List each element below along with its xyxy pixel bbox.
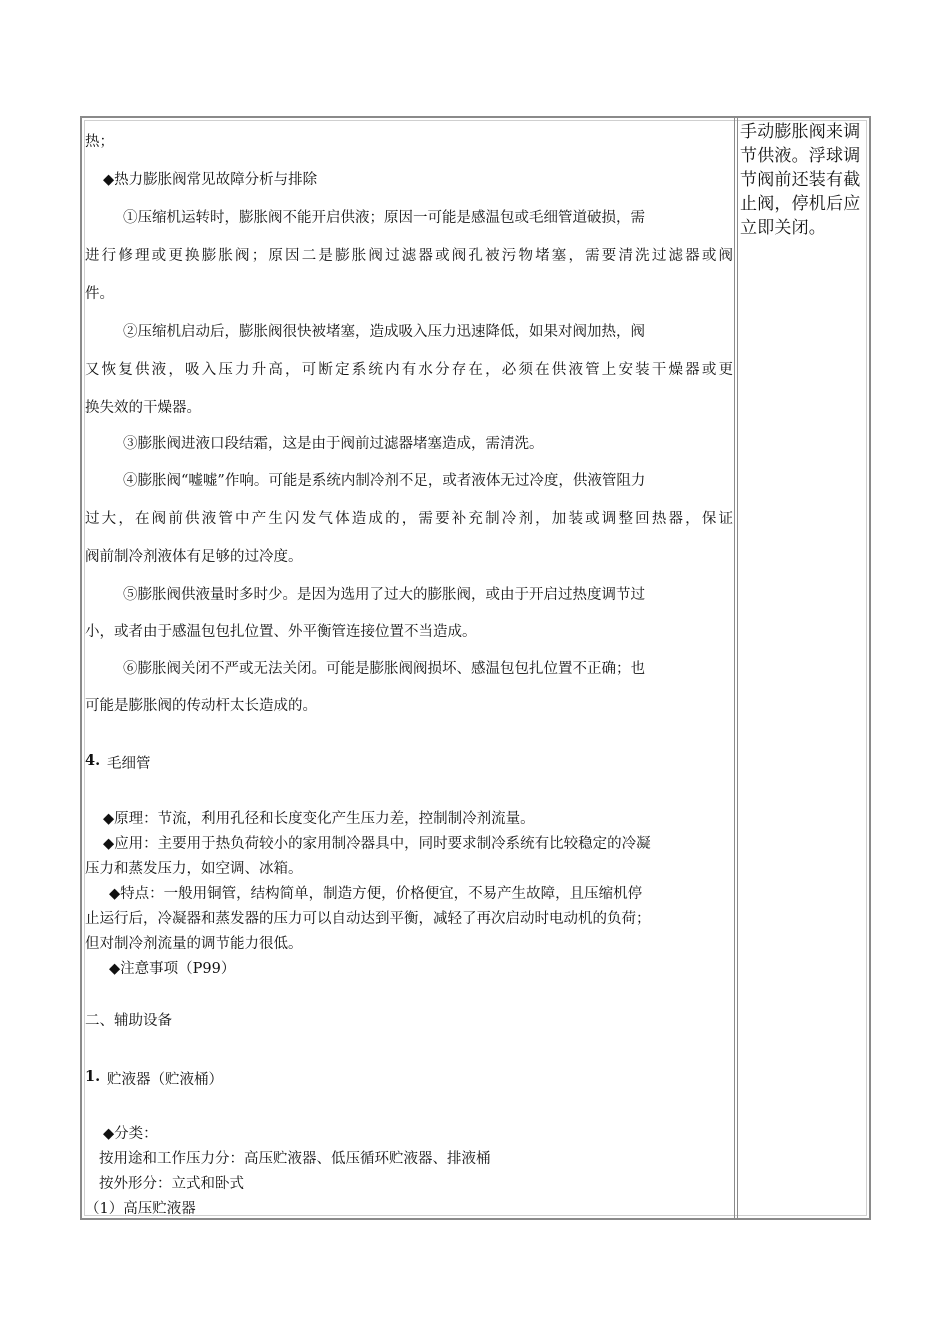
text-line: ①压缩机运转时，膨胀阀不能开启供液；原因一可能是感温包或毛细管道破损，需	[123, 210, 645, 226]
text-line: 件。	[85, 286, 114, 302]
text-line: ②压缩机启动后，膨胀阀很快被堵塞，造成吸入压力迅速降低，如果对阀加热，阀	[123, 324, 645, 340]
text-line: ◆分类：	[103, 1126, 158, 1142]
text-line: 进行修理或更换膨胀阀；原因二是膨胀阀过滤器或阀孔被污物堵塞，需要清洗过滤器或阀	[85, 248, 733, 264]
text-line: 阀前制冷剂液体有足够的过冷度。	[85, 549, 303, 565]
side-note: 手动膨胀阀来调节供液。浮球调节阀前还装有截止阀，停机后应立即关闭。	[740, 122, 861, 238]
text-line: 过大，在阀前供液管中产生闪发气体造成的，需要补充制冷剂，加装或调整回热器，保证	[85, 511, 733, 527]
text-line: 但对制冷剂流量的调节能力很低。	[85, 936, 303, 952]
text-line: 按用途和工作压力分：高压贮液器、低压循环贮液器、排液桶	[99, 1151, 491, 1167]
text-line: 换失效的干燥器。	[85, 400, 201, 416]
side-cell	[737, 118, 869, 1218]
section-title: 贮液器（贮液桶）	[107, 1072, 223, 1088]
section-title: 毛细管	[107, 756, 151, 772]
text-line: 按外形分：立式和卧式	[99, 1176, 244, 1192]
text-line: ◆注意事项（P99）	[109, 961, 236, 977]
text-line: 小，或者由于感温包包扎位置、外平衡管连接位置不当造成。	[85, 624, 477, 640]
section-number: 1.	[85, 1068, 101, 1085]
text-line: （1）高压贮液器	[85, 1201, 196, 1217]
text-line: 可能是膨胀阀的传动杆太长造成的。	[85, 698, 317, 714]
section-heading: 二、辅助设备	[85, 1013, 172, 1029]
text-line: ⑥膨胀阀关闭不严或无法关闭。可能是膨胀阀阀损坏、感温包包扎位置不正确；也	[123, 661, 645, 677]
text-line: ◆特点：一般用铜管，结构简单，制造方便，价格便宜，不易产生故障，且压缩机停	[109, 886, 643, 902]
text-line: 热；	[85, 134, 114, 150]
text-line: ◆原理：节流，利用孔径和长度变化产生压力差，控制制冷剂流量。	[103, 811, 535, 827]
text-line: 又恢复供液，吸入压力升高，可断定系统内有水分存在，必须在供液管上安装干燥器或更	[85, 362, 733, 378]
text-line: ◆应用：主要用于热负荷较小的家用制冷器具中，同时要求制冷系统有比较稳定的冷凝	[103, 836, 651, 852]
section-number: 4.	[85, 752, 101, 769]
text-line: ④膨胀阀“嘘嘘”作响。可能是系统内制冷剂不足，或者液体无过冷度，供液管阻力	[123, 473, 646, 489]
text-line: ③膨胀阀进液口段结霜，这是由于阀前过滤器堵塞造成，需清洗。	[123, 436, 544, 452]
text-line: 压力和蒸发压力，如空调、冰箱。	[85, 861, 303, 877]
section-heading: ◆热力膨胀阀常见故障分析与排除	[103, 172, 318, 188]
text-line: 止运行后，冷凝器和蒸发器的压力可以自动达到平衡，减轻了再次启动时电动机的负荷；	[85, 911, 651, 927]
text-line: ⑤膨胀阀供液量时多时少。是因为选用了过大的膨胀阀，或由于开启过热度调节过	[123, 587, 645, 603]
main-cell	[82, 118, 735, 1218]
content-table	[80, 116, 871, 1220]
